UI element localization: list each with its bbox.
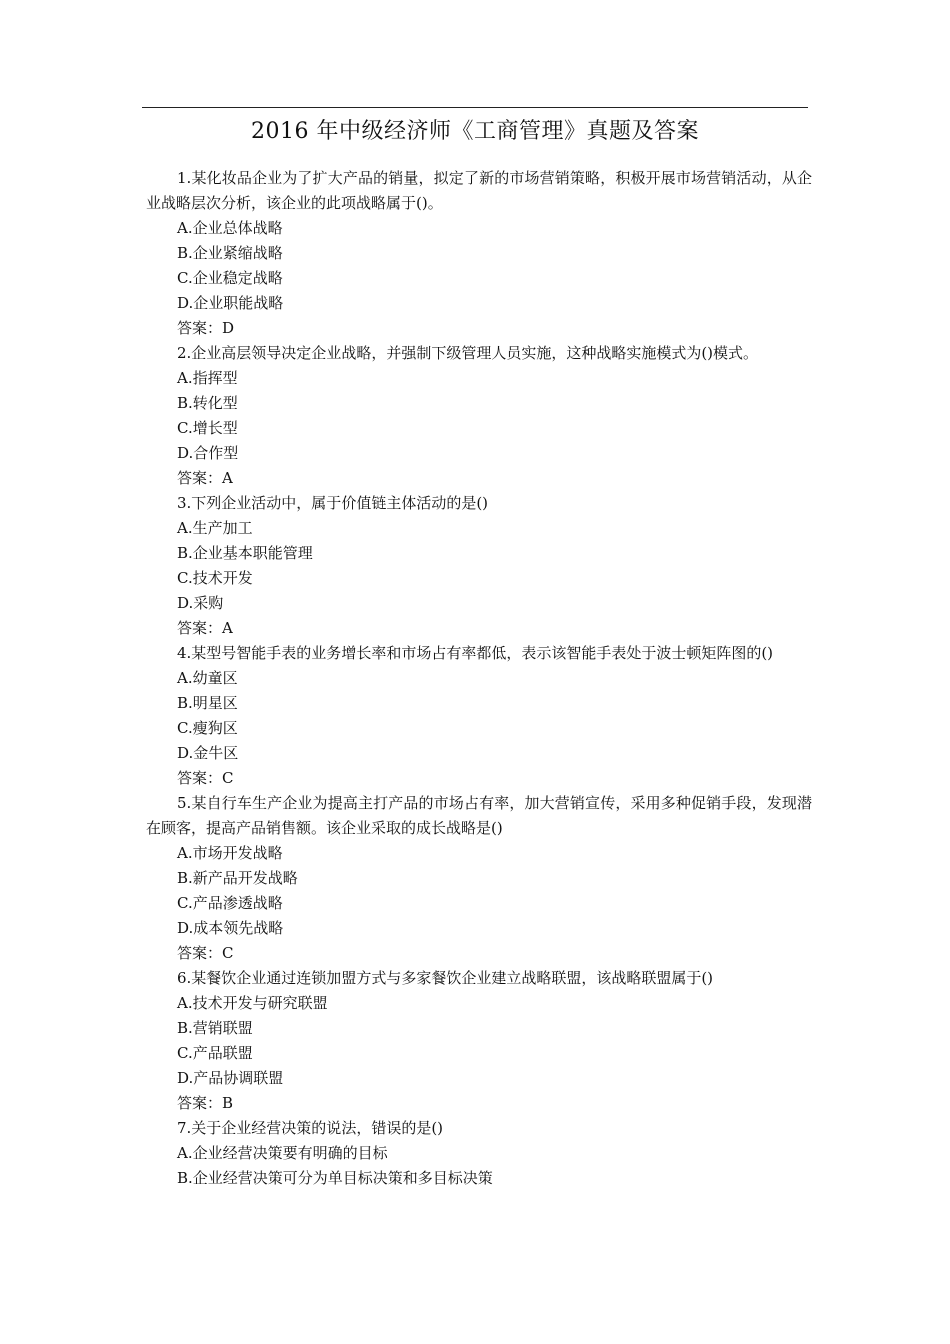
question-stem-2: 2.企业高层领导决定企业战略，并强制下级管理人员实施，这种战略实施模式为()模式。 [177, 344, 759, 362]
q4-option-c: C.瘦狗区 [177, 719, 238, 737]
q3-option-d: D.采购 [177, 594, 224, 612]
q4-option-d: D.金牛区 [177, 744, 239, 762]
q6-option-a: A.技术开发与研究联盟 [177, 994, 328, 1012]
document-title: 2016 年中级经济师《工商管理》真题及答案 [251, 119, 699, 144]
q7-option-a: A.企业经营决策要有明确的目标 [177, 1144, 388, 1162]
q2-option-b: B.转化型 [177, 394, 238, 412]
q3-option-c: C.技术开发 [177, 569, 253, 587]
q1-option-d: D.企业职能战略 [177, 294, 284, 312]
q7-option-b: B.企业经营决策可分为单目标决策和多目标决策 [177, 1169, 493, 1187]
q4-option-b: B.明星区 [177, 694, 238, 712]
q6-option-c: C.产品联盟 [177, 1044, 253, 1062]
q5-option-b: B.新产品开发战略 [177, 869, 298, 887]
header-rule [142, 107, 808, 108]
q6-answer: 答案：B [177, 1094, 234, 1112]
q5-option-d: D.成本领先战略 [177, 919, 284, 937]
q3-option-b: B.企业基本职能管理 [177, 544, 313, 562]
question-stem-5: 5.某自行车生产企业为提高主打产品的市场占有率，加大营销宣传，采用多种促销手段，发现潜在顾客，提高产品销售额。该企业采取的成长战略是() [146, 794, 812, 837]
document-body [146, 166, 812, 1191]
q6-option-d: D.产品协调联盟 [177, 1069, 284, 1087]
q1-option-c: C.企业稳定战略 [177, 269, 283, 287]
q1-option-a: A.企业总体战略 [177, 219, 283, 237]
q2-option-a: A.指挥型 [177, 369, 238, 387]
question-stem-6: 6.某餐饮企业通过连锁加盟方式与多家餐饮企业建立战略联盟，该战略联盟属于() [177, 969, 714, 987]
q3-option-a: A.生产加工 [177, 519, 253, 537]
question-stem-3: 3.下列企业活动中，属于价值链主体活动的是() [177, 494, 489, 512]
q3-answer: 答案：A [177, 619, 233, 637]
q2-option-d: D.合作型 [177, 444, 239, 462]
q5-option-a: A.市场开发战略 [177, 844, 283, 862]
question-stem-1: 1.某化妆品企业为了扩大产品的销量，拟定了新的市场营销策略，积极开展市场营销活动，从企业战略层次分析，该企业的此项战略属于()。 [146, 169, 812, 212]
q1-option-b: B.企业紧缩战略 [177, 244, 283, 262]
question-stem-4: 4.某型号智能手表的业务增长率和市场占有率都低，表示该智能手表处于波士顿矩阵图的() [177, 644, 774, 662]
q5-answer: 答案：C [177, 944, 234, 962]
q5-option-c: C.产品渗透战略 [177, 894, 283, 912]
question-stem-7: 7.关于企业经营决策的说法，错误的是() [177, 1119, 444, 1137]
q2-option-c: C.增长型 [177, 419, 238, 437]
q2-answer: 答案：A [177, 469, 233, 487]
q1-answer: 答案：D [177, 319, 235, 337]
q6-option-b: B.营销联盟 [177, 1019, 253, 1037]
q4-answer: 答案：C [177, 769, 234, 787]
q4-option-a: A.幼童区 [177, 669, 238, 687]
